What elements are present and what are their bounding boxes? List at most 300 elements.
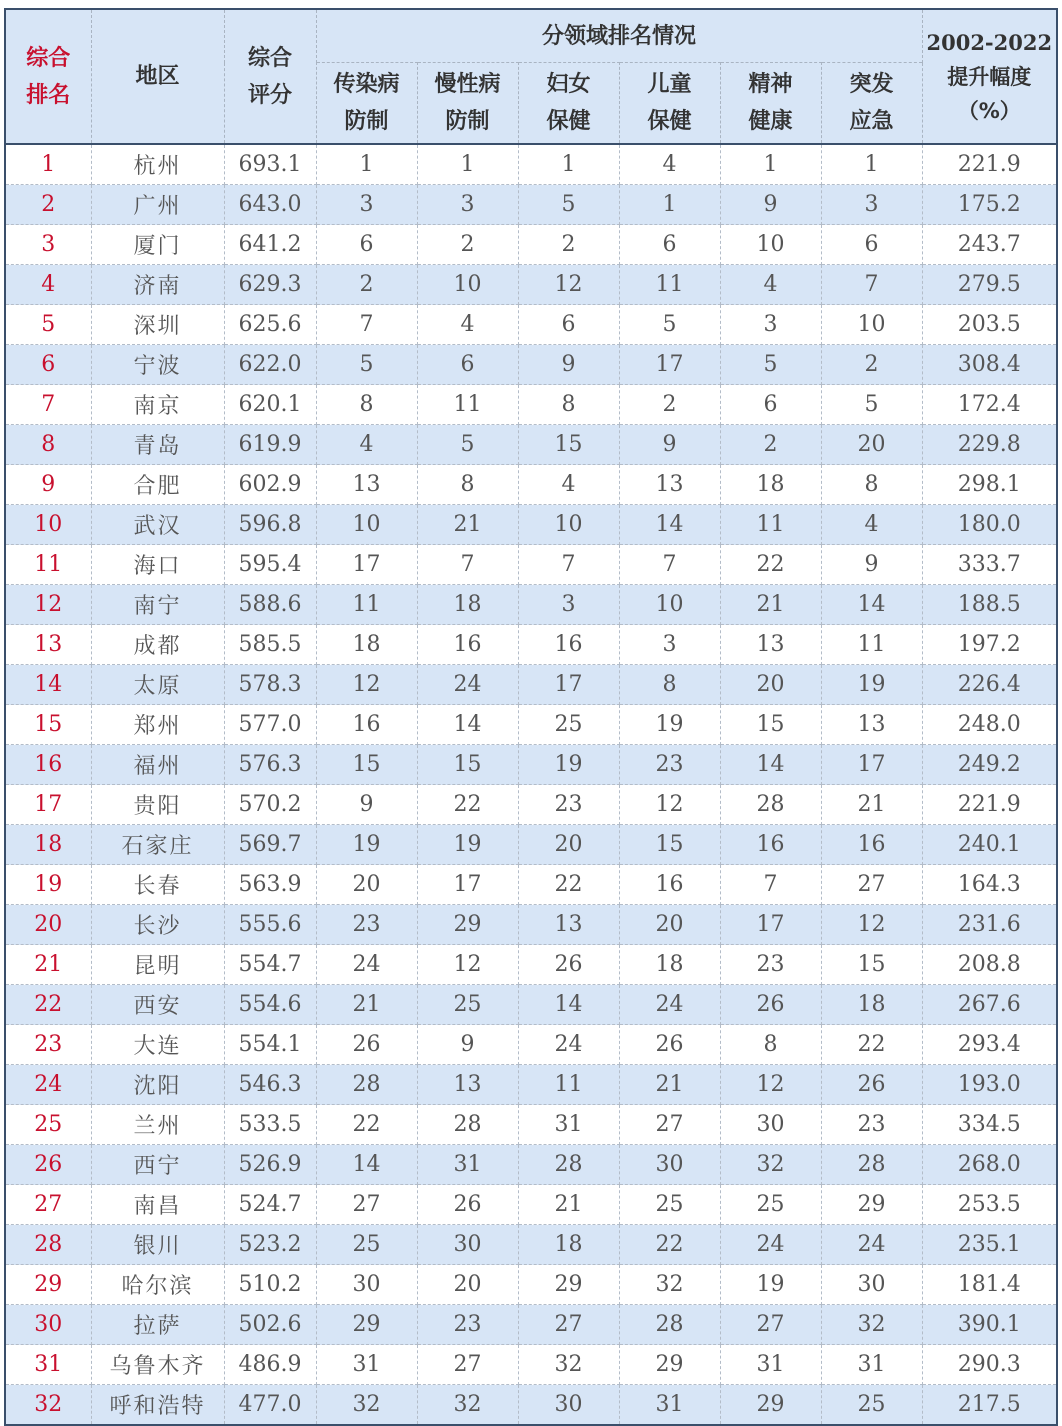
cell-domain-children: 5: [619, 305, 720, 345]
cell-domain-mental: 29: [720, 1385, 821, 1426]
cell-domain-infectious: 27: [316, 1185, 417, 1225]
cell-score: 524.7: [224, 1185, 316, 1225]
cell-domain-chronic: 19: [417, 825, 518, 865]
cell-domain-emergency: 24: [821, 1225, 922, 1265]
cell-region: 长沙: [91, 905, 224, 945]
cell-region: 大连: [91, 1025, 224, 1065]
table-row: [5, 505, 1057, 545]
cell-increase: 249.2: [922, 745, 1057, 785]
cell-domain-emergency: 20: [821, 425, 922, 465]
cell-domain-mental: 32: [720, 1145, 821, 1185]
cell-rank: 24: [5, 1065, 91, 1105]
cell-domain-mental: 4: [720, 265, 821, 305]
cell-domain-chronic: 16: [417, 625, 518, 665]
cell-domain-women: 6: [518, 305, 619, 345]
cell-increase: 180.0: [922, 505, 1057, 545]
cell-domain-emergency: 30: [821, 1265, 922, 1305]
header-increase-label: 提升幅度: [947, 64, 1032, 89]
cell-domain-children: 22: [619, 1225, 720, 1265]
cell-domain-children: 4: [619, 144, 720, 185]
cell-score: 563.9: [224, 865, 316, 905]
cell-domain-mental: 22: [720, 545, 821, 585]
table-row: [5, 625, 1057, 665]
cell-domain-mental: 11: [720, 505, 821, 545]
table-row: [5, 1105, 1057, 1145]
cell-score: 577.0: [224, 705, 316, 745]
cell-rank: 25: [5, 1105, 91, 1145]
cell-domain-emergency: 21: [821, 785, 922, 825]
cell-domain-children: 16: [619, 865, 720, 905]
cell-score: 595.4: [224, 545, 316, 585]
cell-increase: 221.9: [922, 785, 1057, 825]
cell-domain-chronic: 9: [417, 1025, 518, 1065]
cell-rank: 2: [5, 185, 91, 225]
cell-domain-chronic: 8: [417, 465, 518, 505]
cell-domain-chronic: 26: [417, 1185, 518, 1225]
cell-domain-mental: 13: [720, 625, 821, 665]
cell-domain-children: 20: [619, 905, 720, 945]
cell-domain-infectious: 19: [316, 825, 417, 865]
table-row: [5, 785, 1057, 825]
cell-domain-mental: 27: [720, 1305, 821, 1345]
cell-rank: 1: [5, 144, 91, 185]
cell-score: 510.2: [224, 1265, 316, 1305]
cell-domain-women: 18: [518, 1225, 619, 1265]
table-row: [5, 225, 1057, 265]
cell-domain-women: 30: [518, 1385, 619, 1426]
cell-domain-emergency: 8: [821, 465, 922, 505]
cell-domain-infectious: 22: [316, 1105, 417, 1145]
cell-domain-women: 29: [518, 1265, 619, 1305]
cell-domain-children: 27: [619, 1105, 720, 1145]
cell-domain-emergency: 18: [821, 985, 922, 1025]
cell-domain-chronic: 1: [417, 144, 518, 185]
cell-domain-infectious: 9: [316, 785, 417, 825]
cell-rank: 20: [5, 905, 91, 945]
header-domain-women: 妇女 保健: [518, 63, 619, 145]
cell-domain-women: 13: [518, 905, 619, 945]
cell-domain-infectious: 30: [316, 1265, 417, 1305]
cell-increase: 298.1: [922, 465, 1057, 505]
cell-domain-chronic: 7: [417, 545, 518, 585]
cell-domain-children: 28: [619, 1305, 720, 1345]
cell-rank: 15: [5, 705, 91, 745]
cell-domain-children: 30: [619, 1145, 720, 1185]
ranking-table-container: [4, 8, 1056, 1426]
cell-increase: 235.1: [922, 1225, 1057, 1265]
cell-domain-mental: 9: [720, 185, 821, 225]
cell-domain-women: 27: [518, 1305, 619, 1345]
cell-rank: 5: [5, 305, 91, 345]
cell-domain-emergency: 1: [821, 144, 922, 185]
cell-region: 合肥: [91, 465, 224, 505]
cell-domain-emergency: 16: [821, 825, 922, 865]
cell-increase: 248.0: [922, 705, 1057, 745]
table-row: [5, 465, 1057, 505]
cell-score: 523.2: [224, 1225, 316, 1265]
cell-domain-women: 4: [518, 465, 619, 505]
cell-domain-infectious: 16: [316, 705, 417, 745]
cell-increase: 164.3: [922, 865, 1057, 905]
cell-domain-children: 26: [619, 1025, 720, 1065]
cell-rank: 27: [5, 1185, 91, 1225]
cell-score: 585.5: [224, 625, 316, 665]
table-row: [5, 425, 1057, 465]
cell-domain-chronic: 32: [417, 1385, 518, 1426]
table-row: [5, 825, 1057, 865]
cell-rank: 32: [5, 1385, 91, 1426]
cell-domain-infectious: 7: [316, 305, 417, 345]
cell-score: 555.6: [224, 905, 316, 945]
cell-domain-women: 16: [518, 625, 619, 665]
cell-domain-mental: 19: [720, 1265, 821, 1305]
cell-domain-infectious: 21: [316, 985, 417, 1025]
city-health-ranking-table: [4, 8, 1058, 1426]
cell-domain-emergency: 15: [821, 945, 922, 985]
cell-score: 477.0: [224, 1385, 316, 1426]
cell-domain-infectious: 15: [316, 745, 417, 785]
cell-domain-infectious: 1: [316, 144, 417, 185]
cell-increase: 334.5: [922, 1105, 1057, 1145]
cell-rank: 8: [5, 425, 91, 465]
cell-rank: 19: [5, 865, 91, 905]
cell-rank: 4: [5, 265, 91, 305]
table-row: [5, 345, 1057, 385]
cell-domain-mental: 1: [720, 144, 821, 185]
cell-domain-emergency: 14: [821, 585, 922, 625]
cell-increase: 226.4: [922, 665, 1057, 705]
cell-rank: 3: [5, 225, 91, 265]
cell-domain-emergency: 26: [821, 1065, 922, 1105]
cell-region: 武汉: [91, 505, 224, 545]
cell-domain-children: 24: [619, 985, 720, 1025]
cell-rank: 29: [5, 1265, 91, 1305]
cell-increase: 188.5: [922, 585, 1057, 625]
cell-domain-chronic: 29: [417, 905, 518, 945]
cell-domain-mental: 23: [720, 945, 821, 985]
cell-region: 深圳: [91, 305, 224, 345]
cell-domain-emergency: 5: [821, 385, 922, 425]
table-row: [5, 585, 1057, 625]
cell-domain-emergency: 9: [821, 545, 922, 585]
cell-domain-mental: 7: [720, 865, 821, 905]
cell-increase: 268.0: [922, 1145, 1057, 1185]
cell-increase: 208.8: [922, 945, 1057, 985]
cell-domain-emergency: 19: [821, 665, 922, 705]
cell-region: 西安: [91, 985, 224, 1025]
cell-domain-emergency: 2: [821, 345, 922, 385]
cell-domain-children: 21: [619, 1065, 720, 1105]
cell-domain-chronic: 28: [417, 1105, 518, 1145]
cell-domain-mental: 20: [720, 665, 821, 705]
cell-domain-women: 23: [518, 785, 619, 825]
cell-score: 570.2: [224, 785, 316, 825]
table-row: [5, 1145, 1057, 1185]
cell-domain-chronic: 31: [417, 1145, 518, 1185]
cell-domain-mental: 24: [720, 1225, 821, 1265]
cell-domain-emergency: 3: [821, 185, 922, 225]
cell-rank: 10: [5, 505, 91, 545]
cell-domain-chronic: 13: [417, 1065, 518, 1105]
cell-domain-infectious: 18: [316, 625, 417, 665]
cell-domain-infectious: 4: [316, 425, 417, 465]
cell-domain-chronic: 15: [417, 745, 518, 785]
table-row: [5, 185, 1057, 225]
table-body: [5, 144, 1057, 1425]
cell-domain-mental: 6: [720, 385, 821, 425]
cell-increase: 217.5: [922, 1385, 1057, 1426]
cell-domain-children: 19: [619, 705, 720, 745]
cell-domain-women: 2: [518, 225, 619, 265]
table-row: [5, 985, 1057, 1025]
cell-domain-infectious: 31: [316, 1345, 417, 1385]
cell-domain-mental: 26: [720, 985, 821, 1025]
cell-rank: 6: [5, 345, 91, 385]
cell-domain-emergency: 31: [821, 1345, 922, 1385]
cell-rank: 16: [5, 745, 91, 785]
table-row: [5, 1065, 1057, 1105]
cell-score: 629.3: [224, 265, 316, 305]
table-row: [5, 385, 1057, 425]
cell-domain-women: 8: [518, 385, 619, 425]
cell-score: 526.9: [224, 1145, 316, 1185]
cell-score: 576.3: [224, 745, 316, 785]
cell-domain-children: 13: [619, 465, 720, 505]
cell-domain-emergency: 6: [821, 225, 922, 265]
cell-domain-women: 12: [518, 265, 619, 305]
cell-domain-children: 12: [619, 785, 720, 825]
cell-domain-women: 26: [518, 945, 619, 985]
cell-domain-infectious: 23: [316, 905, 417, 945]
cell-region: 海口: [91, 545, 224, 585]
cell-domain-chronic: 23: [417, 1305, 518, 1345]
header-rank: 综合 排名: [5, 9, 91, 144]
cell-domain-children: 18: [619, 945, 720, 985]
cell-score: 596.8: [224, 505, 316, 545]
cell-domain-infectious: 25: [316, 1225, 417, 1265]
cell-region: 杭州: [91, 144, 224, 185]
header-domain-mental: 精神 健康: [720, 63, 821, 145]
cell-region: 石家庄: [91, 825, 224, 865]
cell-domain-mental: 16: [720, 825, 821, 865]
cell-region: 宁波: [91, 345, 224, 385]
cell-domain-mental: 14: [720, 745, 821, 785]
cell-score: 578.3: [224, 665, 316, 705]
cell-increase: 290.3: [922, 1345, 1057, 1385]
cell-domain-infectious: 32: [316, 1385, 417, 1426]
cell-domain-women: 1: [518, 144, 619, 185]
cell-score: 622.0: [224, 345, 316, 385]
cell-domain-mental: 8: [720, 1025, 821, 1065]
table-row: [5, 1265, 1057, 1305]
cell-domain-children: 17: [619, 345, 720, 385]
cell-domain-mental: 15: [720, 705, 821, 745]
cell-increase: 333.7: [922, 545, 1057, 585]
cell-domain-mental: 12: [720, 1065, 821, 1105]
cell-region: 太原: [91, 665, 224, 705]
cell-domain-women: 10: [518, 505, 619, 545]
cell-domain-women: 25: [518, 705, 619, 745]
cell-domain-children: 1: [619, 185, 720, 225]
cell-domain-women: 7: [518, 545, 619, 585]
cell-domain-emergency: 13: [821, 705, 922, 745]
cell-domain-children: 9: [619, 425, 720, 465]
cell-region: 沈阳: [91, 1065, 224, 1105]
table-row: [5, 865, 1057, 905]
cell-region: 哈尔滨: [91, 1265, 224, 1305]
cell-domain-women: 9: [518, 345, 619, 385]
header-domain-chronic: 慢性病 防制: [417, 63, 518, 145]
cell-domain-chronic: 18: [417, 585, 518, 625]
cell-score: 569.7: [224, 825, 316, 865]
cell-domain-emergency: 10: [821, 305, 922, 345]
cell-domain-children: 11: [619, 265, 720, 305]
header-domain-emergency: 突发 应急: [821, 63, 922, 145]
header-score: 综合 评分: [224, 9, 316, 144]
cell-domain-children: 23: [619, 745, 720, 785]
cell-domain-infectious: 11: [316, 585, 417, 625]
table-row: [5, 905, 1057, 945]
cell-increase: 172.4: [922, 385, 1057, 425]
cell-domain-infectious: 2: [316, 265, 417, 305]
cell-domain-emergency: 12: [821, 905, 922, 945]
table-row: [5, 144, 1057, 185]
cell-domain-mental: 17: [720, 905, 821, 945]
cell-domain-mental: 25: [720, 1185, 821, 1225]
cell-domain-emergency: 27: [821, 865, 922, 905]
header-increase-year: 2002-2022: [926, 29, 1053, 55]
cell-domain-chronic: 30: [417, 1225, 518, 1265]
cell-domain-chronic: 25: [417, 985, 518, 1025]
cell-increase: 279.5: [922, 265, 1057, 305]
cell-domain-emergency: 23: [821, 1105, 922, 1145]
cell-rank: 23: [5, 1025, 91, 1065]
cell-domain-women: 15: [518, 425, 619, 465]
cell-region: 长春: [91, 865, 224, 905]
cell-region: 厦门: [91, 225, 224, 265]
cell-domain-women: 20: [518, 825, 619, 865]
cell-domain-women: 24: [518, 1025, 619, 1065]
table-row: [5, 1025, 1057, 1065]
cell-domain-chronic: 6: [417, 345, 518, 385]
cell-domain-mental: 18: [720, 465, 821, 505]
cell-domain-infectious: 28: [316, 1065, 417, 1105]
cell-score: 602.9: [224, 465, 316, 505]
cell-region: 银川: [91, 1225, 224, 1265]
table-row: [5, 265, 1057, 305]
cell-domain-children: 15: [619, 825, 720, 865]
cell-domain-women: 14: [518, 985, 619, 1025]
cell-increase: 390.1: [922, 1305, 1057, 1345]
cell-increase: 197.2: [922, 625, 1057, 665]
header-region: 地区: [91, 9, 224, 144]
table-row: [5, 545, 1057, 585]
cell-region: 南昌: [91, 1185, 224, 1225]
cell-domain-emergency: 25: [821, 1385, 922, 1426]
cell-domain-infectious: 26: [316, 1025, 417, 1065]
table-row: [5, 305, 1057, 345]
cell-region: 南京: [91, 385, 224, 425]
cell-domain-chronic: 4: [417, 305, 518, 345]
cell-domain-women: 19: [518, 745, 619, 785]
cell-score: 619.9: [224, 425, 316, 465]
cell-increase: 221.9: [922, 144, 1057, 185]
cell-domain-chronic: 17: [417, 865, 518, 905]
table-row: [5, 665, 1057, 705]
cell-rank: 28: [5, 1225, 91, 1265]
cell-region: 郑州: [91, 705, 224, 745]
table-row: [5, 745, 1057, 785]
cell-domain-infectious: 24: [316, 945, 417, 985]
cell-domain-chronic: 24: [417, 665, 518, 705]
cell-domain-women: 21: [518, 1185, 619, 1225]
cell-domain-women: 22: [518, 865, 619, 905]
cell-domain-emergency: 7: [821, 265, 922, 305]
cell-domain-infectious: 20: [316, 865, 417, 905]
cell-score: 546.3: [224, 1065, 316, 1105]
cell-domain-women: 28: [518, 1145, 619, 1185]
cell-region: 昆明: [91, 945, 224, 985]
cell-rank: 22: [5, 985, 91, 1025]
cell-increase: 240.1: [922, 825, 1057, 865]
cell-domain-mental: 3: [720, 305, 821, 345]
cell-domain-chronic: 5: [417, 425, 518, 465]
cell-domain-children: 7: [619, 545, 720, 585]
cell-domain-children: 2: [619, 385, 720, 425]
cell-region: 南宁: [91, 585, 224, 625]
cell-domain-children: 8: [619, 665, 720, 705]
cell-domain-mental: 2: [720, 425, 821, 465]
table-row: [5, 1385, 1057, 1426]
cell-domain-women: 5: [518, 185, 619, 225]
cell-domain-chronic: 12: [417, 945, 518, 985]
cell-domain-infectious: 17: [316, 545, 417, 585]
cell-domain-children: 14: [619, 505, 720, 545]
cell-rank: 11: [5, 545, 91, 585]
cell-region: 贵阳: [91, 785, 224, 825]
cell-rank: 31: [5, 1345, 91, 1385]
cell-region: 乌鲁木齐: [91, 1345, 224, 1385]
table-header: [5, 9, 1057, 144]
header-domain-group: 分领域排名情况: [316, 9, 922, 63]
cell-domain-children: 6: [619, 225, 720, 265]
cell-domain-children: 31: [619, 1385, 720, 1426]
cell-rank: 21: [5, 945, 91, 985]
cell-score: 625.6: [224, 305, 316, 345]
cell-increase: 181.4: [922, 1265, 1057, 1305]
cell-score: 693.1: [224, 144, 316, 185]
cell-domain-chronic: 2: [417, 225, 518, 265]
cell-domain-infectious: 10: [316, 505, 417, 545]
cell-domain-emergency: 32: [821, 1305, 922, 1345]
table-row: [5, 1305, 1057, 1345]
cell-domain-infectious: 29: [316, 1305, 417, 1345]
cell-score: 641.2: [224, 225, 316, 265]
cell-domain-emergency: 22: [821, 1025, 922, 1065]
cell-rank: 18: [5, 825, 91, 865]
cell-domain-infectious: 6: [316, 225, 417, 265]
cell-domain-mental: 10: [720, 225, 821, 265]
header-increase-unit: （%）: [957, 98, 1021, 123]
cell-domain-mental: 5: [720, 345, 821, 385]
cell-rank: 30: [5, 1305, 91, 1345]
cell-increase: 243.7: [922, 225, 1057, 265]
cell-domain-chronic: 27: [417, 1345, 518, 1385]
header-domain-infectious: 传染病 防制: [316, 63, 417, 145]
cell-increase: 175.2: [922, 185, 1057, 225]
cell-region: 成都: [91, 625, 224, 665]
cell-domain-women: 31: [518, 1105, 619, 1145]
